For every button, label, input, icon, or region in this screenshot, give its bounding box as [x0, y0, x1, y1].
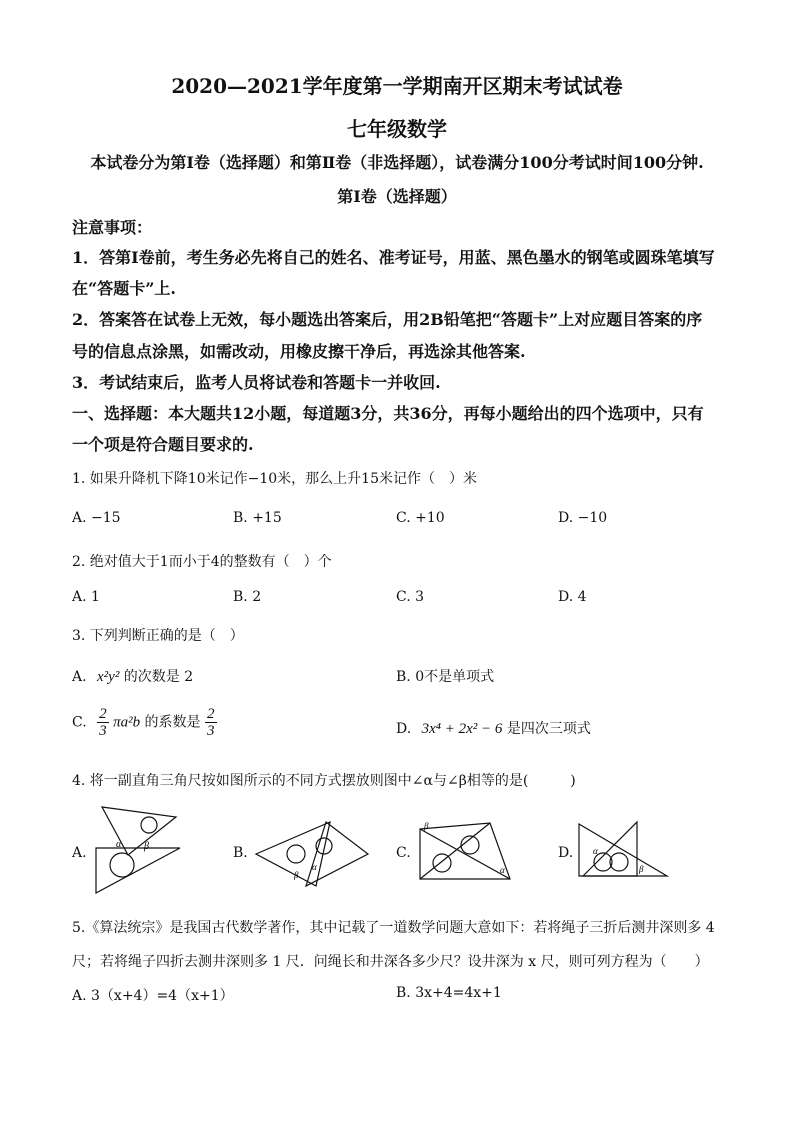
q5-option-a: A. 3（x+4）=4（x+1） — [72, 988, 234, 1004]
q4-figure-c-diagonal — [420, 829, 510, 879]
q4-option-d-label: D. — [558, 845, 574, 861]
q1-option-b: B. +15 — [233, 510, 282, 526]
q2-option-a: A. 1 — [72, 589, 100, 605]
q2-option-c: C. 3 — [396, 589, 425, 605]
q3-option-c-text: 的系数是 — [144, 714, 201, 731]
q1-option-c: C. +10 — [396, 510, 445, 526]
q5-stem-line-1: 5.《算法统宗》是我国古代数学著作，其中记载了一道数学问题大意如下：若将绳子三折后测井深则多 4 — [72, 920, 715, 936]
q3-option-c-expression: πa²b — [113, 714, 141, 731]
q4-figure-c — [412, 815, 522, 885]
q3-option-c-label: C. — [72, 714, 87, 731]
q4-figure-c-edge — [420, 823, 490, 879]
q4-figure-d-hole-2 — [610, 853, 628, 871]
q3-option-c-coefficient-numerator: 2 — [207, 706, 215, 722]
q2-option-d: D. 4 — [558, 589, 587, 605]
q4-stem: 4. 将一副直角三角尺按如图所示的不同方式摆放则图中∠α与∠β相等的是( ) — [72, 773, 576, 789]
q4-figure-c-quadrilateral — [420, 823, 510, 879]
section-1-line-1: 一、选择题：本大题共12小题，每道题3分，共36分，再每小题给出的四个选项中，只有 — [72, 404, 704, 423]
q4-figure-a-hole-top — [141, 817, 157, 833]
q4-figure-a-triangle-bottom — [96, 848, 180, 893]
q3-option-c-coefficient — [205, 706, 217, 739]
part-title: 第Ⅰ卷（选择题） — [337, 187, 457, 206]
q4-figure-b-triangle-1 — [256, 822, 330, 886]
q3-option-d-text: 是四次三项式 — [506, 721, 591, 737]
q3-option-a-label: A. — [72, 669, 87, 685]
q3-option-c-coefficient-denominator: 3 — [207, 723, 215, 739]
q1-option-a: A. −15 — [72, 510, 121, 526]
q3-option-a-text: 的次数是 2 — [123, 669, 194, 685]
q3-option-c-fraction — [97, 706, 109, 739]
q3-option-a — [72, 666, 193, 686]
q4-figure-c-beta: β — [424, 821, 429, 831]
exam-title: 2020—2021学年度第一学期南开区期末考试试卷 — [171, 74, 623, 98]
q3-option-c-fraction-numerator: 2 — [99, 706, 107, 722]
q4-figure-c-hole-2 — [433, 854, 451, 872]
q3-option-b: B. 0不是单项式 — [396, 669, 495, 685]
q4-figure-b-beta: β — [294, 870, 299, 880]
q4-option-a-label: A. — [72, 845, 87, 861]
q4-figure-b-triangle-2 — [306, 822, 368, 886]
note-2-line-2: 号的信息点涂黑，如需改动，用橡皮擦干净后，再选涂其他答案. — [72, 342, 526, 361]
q5-stem-line-2: 尺；若将绳子四折去测井深则多 1 尺．问绳长和井深各多少尺？设井深为 x 尺，则可列方程为（ ） — [72, 954, 709, 970]
q4-figure-d — [575, 820, 675, 884]
q4-figure-a-beta: β — [144, 841, 149, 852]
note-1-line-1: 1．答第Ⅰ卷前，考生务必先将自己的姓名、准考证号，用蓝、黑色墨水的钢笔或圆珠笔填写 — [72, 248, 715, 267]
section-1-line-2: 一个项是符合题目要求的. — [72, 435, 254, 454]
q3-option-c-fraction-denominator: 3 — [99, 723, 107, 739]
q3-option-c — [72, 706, 217, 739]
exam-subtitle: 七年级数学 — [347, 117, 447, 141]
q3-option-d — [396, 718, 591, 738]
q1-option-d: D. −10 — [558, 510, 608, 526]
q4-figure-c-alpha: α — [500, 865, 505, 875]
note-2-line-1: 2．答案答在试卷上无效，每小题选出答案后，用2B铅笔把“答题卡”上对应题目答案的序 — [72, 310, 703, 329]
q3-option-a-expression: x²y² — [97, 669, 120, 685]
q4-option-c-label: C. — [396, 845, 411, 861]
q5-option-b: B. 3x+4=4x+1 — [396, 985, 502, 1001]
q4-figure-a-hole-bottom — [110, 853, 134, 877]
note-1-line-2: 在“答题卡”上. — [72, 279, 176, 298]
q3-option-d-expression: 3x⁴ + 2x² − 6 — [421, 721, 503, 737]
q4-option-b-label: B. — [233, 845, 248, 861]
q4-figure-a-alpha: α — [116, 839, 122, 850]
q1-stem: 1. 如果升降机下降10米记作−10米，那么上升15米记作（ ）米 — [72, 471, 477, 487]
q4-figure-a — [88, 803, 188, 895]
q2-option-b: B. 2 — [233, 589, 262, 605]
notes-heading: 注意事项： — [72, 218, 153, 237]
q4-figure-b-alpha: α — [312, 862, 317, 872]
q3-stem: 3. 下列判断正确的是（ ） — [72, 628, 244, 644]
q4-figure-d-beta: β — [639, 864, 644, 874]
exam-intro: 本试卷分为第Ⅰ卷（选择题）和第Ⅱ卷（非选择题），试卷满分100分考试时间100分钟. — [90, 153, 704, 172]
q4-figure-b-hole-1 — [287, 845, 305, 863]
q4-figure-b — [250, 818, 370, 888]
q2-stem: 2. 绝对值大于1而小于4的整数有（ ）个 — [72, 554, 332, 570]
note-3: 3．考试结束后，监考人员将试卷和答题卡一并收回. — [72, 373, 441, 392]
q3-option-d-label: D. — [396, 721, 412, 737]
q4-figure-d-alpha: α — [593, 846, 598, 856]
